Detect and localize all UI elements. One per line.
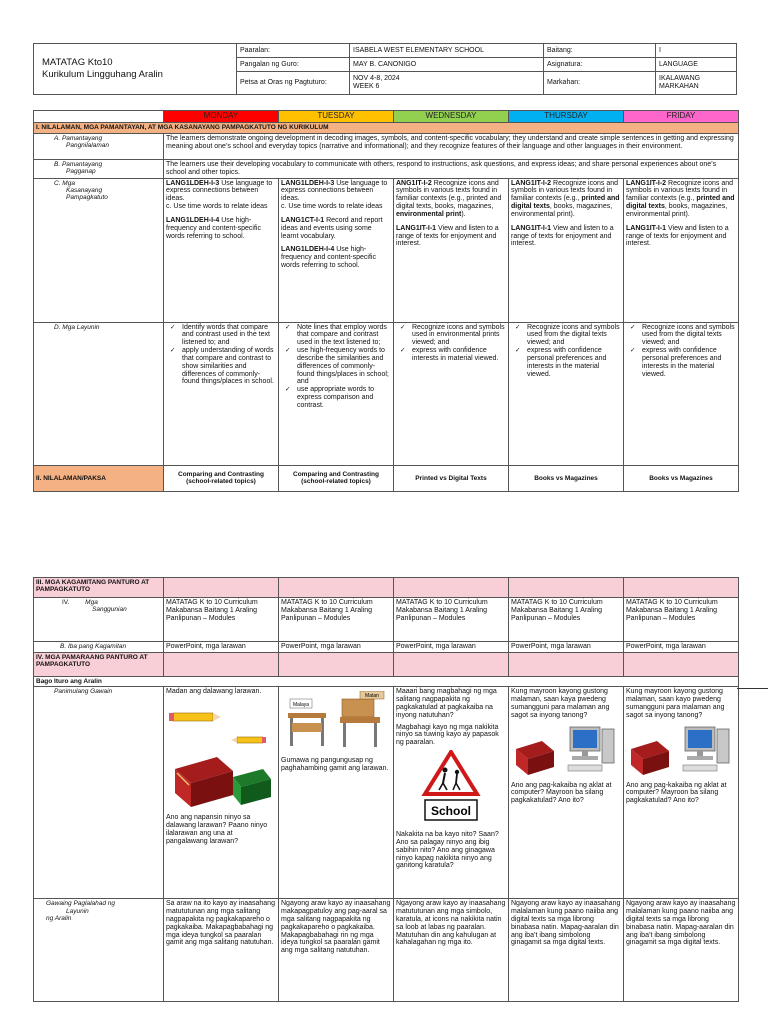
svg-text:Matan: Matan bbox=[365, 693, 379, 700]
pencils-books-image bbox=[167, 699, 275, 811]
sanggunian-label: IV. Mga Sanggunian bbox=[34, 598, 164, 642]
baitang-label: Baitang: bbox=[544, 44, 656, 58]
kasanayang-monday: LANG1LDEH-I-3 Use language to express connections between ideas. c. Use time words to relate ideas LANG1LDEH-I-4 Use high-frequency and content-specific words referring to school. bbox=[164, 178, 279, 322]
kagamitan-friday: PowerPoint, mga larawan bbox=[624, 642, 739, 653]
computer-icon bbox=[683, 727, 729, 771]
day-header-monday: MONDAY bbox=[164, 111, 279, 123]
bago-ituro-label: Bago Ituro ang Aralin bbox=[34, 677, 739, 687]
layunin-label: D. Mga Layunin bbox=[34, 322, 164, 465]
pamantayang-pangnilalaman-text: The learners demonstrate ongoing development in decoding images, symbols, and content-specific vocabulary; they understand and create simple sentences in getting and expressing meaning about one’s school and everyday topics (narrative and informational); and they recognize features of their language and other languages in their environment. bbox=[164, 134, 739, 160]
gawaing-friday: Ngayong araw kayo ay inaasahang malalaman kung paano naiiba ang digital texts sa mga librong binabasa natin. Mapag-aaralan din ang iba’t ibang simbolong ginagamit sa mga digital texts. bbox=[624, 899, 739, 1002]
markahan-label: Markahan: bbox=[544, 72, 656, 95]
sanggunian-thursday: MATATAG K to 10 Curriculum Makabansa Baitang 1 Araling Panlipunan – Modules bbox=[509, 598, 624, 642]
book-icon bbox=[175, 757, 233, 807]
pamantayang-pagganap-text: The learners use their developing vocabulary to communicate with others, respond to instructions, ask questions, and express ideas; and share personal experiences about one’s school and other topics. bbox=[164, 160, 739, 179]
svg-text:Malaya: Malaya bbox=[292, 702, 310, 709]
svg-text:School: School bbox=[430, 804, 472, 819]
sanggunian-friday: MATATAG K to 10 Curriculum Makabansa Baitang 1 Araling Panlipunan – Modules bbox=[624, 598, 739, 642]
chair-icon bbox=[340, 699, 380, 747]
sanggunian-monday: MATATAG K to 10 Curriculum Makabansa Baitang 1 Araling Panlipunan – Modules bbox=[164, 598, 279, 642]
gawaing-paglalahad-label: Gawaing Paglalahad ng Layunin ng Aralin bbox=[34, 899, 164, 1002]
panimula-thursday: Kung mayroon kayong gustong malaman, saan kaya pwedeng sumangguni para malaman ang sagot sa inyong tanong? Ano ang pag-kakaiba ng aklat at computer? Mayroon ba silang pagkakatulad? Ano ito? bbox=[509, 687, 624, 899]
topic-tuesday: Comparing and Contrasting (school-related topics) bbox=[279, 465, 394, 491]
book-icon bbox=[233, 769, 271, 805]
corner-cell bbox=[34, 111, 164, 123]
paaralan-label: Paaralan: bbox=[237, 44, 350, 58]
kasanayang-thursday: LANG1IT-I-2 Recognize icons and symbols in various texts found in familiar contexts (e.g., printed and digital texts, books, magazines, environmental print). LANG1IT-I-1 View and listen to a range of texts for enjoyment and interest. bbox=[509, 178, 624, 322]
kagamitan-tuesday: PowerPoint, mga larawan bbox=[279, 642, 394, 653]
gawaing-wednesday: Ngayong araw kayo ay inaasahang matututunan ang mga simbolo, karatula, at icons na nakikita natin sa loob at labas ng paaralan. Matutuhan din ang kahulugan at kahalagahan ng mga ito. bbox=[394, 899, 509, 1002]
book-icon bbox=[631, 741, 669, 775]
book-computer-image bbox=[627, 723, 735, 779]
section2-title: II. NILALAMAN/PAKSA bbox=[34, 465, 164, 491]
day-header-friday: FRIDAY bbox=[624, 111, 739, 123]
topic-wednesday: Printed vs Digital Texts bbox=[394, 465, 509, 491]
section4-title: IV. MGA PAMARAANG PANTURO AT PAMPAGKATUTO bbox=[34, 653, 164, 677]
warning-sign-icon bbox=[425, 752, 477, 794]
layunin-thursday: ✓ Recognize icons and symbols used from the digital texts viewed; and ✓ express with confidence personal preferences and interests in the material viewed. bbox=[509, 322, 624, 465]
gawaing-tuesday: Ngayong araw kayo ay inaasahang makapagpatuloy ang pag-aaral sa mga salitang nagpapakita ng pagkakapareho o pagkakaiba. Makapagbabahagi rin ng mga ideya tungkol sa paaralan gamit ang mga salitang natutuhan. bbox=[279, 899, 394, 1002]
kasanayang-friday: LANG1IT-I-2 Recognize icons and symbols in various texts found in familiar contexts (e.g., printed and digital texts, books, magazines, environmental print). LANG1IT-I-1 View and listen to a range of texts for enjoyment and interest. bbox=[624, 178, 739, 322]
header-title: MATATAG Kto10 Kurikulum Lingguhang Aralin bbox=[34, 44, 237, 95]
lesson-header bbox=[33, 43, 737, 95]
day-header-wednesday: WEDNESDAY bbox=[394, 111, 509, 123]
book-computer-image bbox=[512, 723, 620, 779]
asignatura-value: LANGUAGE bbox=[656, 58, 737, 72]
panimulang-gawain-label: Panimulang Gawain bbox=[34, 687, 164, 899]
lesson-plan-table bbox=[33, 110, 739, 492]
school-crossing-sign-image bbox=[421, 750, 481, 828]
markahan-value: IKALAWANG MARKAHAN bbox=[656, 72, 737, 95]
lesson-plan-table-continued bbox=[33, 577, 739, 1002]
guro-value: MAY B. CANONIGO bbox=[350, 58, 544, 72]
book-icon bbox=[516, 741, 554, 775]
pamantayang-pagganap-label: B. Pamantayang Pagganap bbox=[34, 160, 164, 179]
topic-thursday: Books vs Magazines bbox=[509, 465, 624, 491]
day-header-thursday: THURSDAY bbox=[509, 111, 624, 123]
sanggunian-tuesday: MATATAG K to 10 Curriculum Makabansa Baitang 1 Araling Panlipunan – Modules bbox=[279, 598, 394, 642]
iba-pang-kagamitan-label: B. Iba pang Kagamitan bbox=[34, 642, 164, 653]
gawaing-thursday: Ngayong araw kayo ay inaasahang malalaman kung paano naiiba ang digital texts sa mga librong binabasa natin. Mapag-aaralan din ang iba’t ibang simbolong ginagamit sa mga digital texts. bbox=[509, 899, 624, 1002]
pamantayang-pangnilalaman-label: A. Pamantayang Pangnilalaman bbox=[34, 134, 164, 160]
divider-line bbox=[737, 688, 768, 689]
paaralan-value: ISABELA WEST ELEMENTARY SCHOOL bbox=[350, 44, 544, 58]
petsa-label: Petsa at Oras ng Pagtuturo: bbox=[237, 72, 350, 95]
asignatura-label: Asignatura: bbox=[544, 58, 656, 72]
kasanayang-label: C. Mga Kasanayang Pampagkatuto bbox=[34, 178, 164, 322]
panimula-monday: Madan ang dalawang larawan. Ano ang napansin ninyo sa dalawang larawan? Paano ninyo ilalarawan ang una at pangalawang larawan? bbox=[164, 687, 279, 899]
panimula-wednesday: Maaari bang magbahagi ng mga salitang nagpapakita ng pagkakatulad at pagkakaiba na inyong natutuhan? Magbahagi kayo ng mga nakikita ninyo sa tuwing kayo ay papasok ng paaralan. School Nakakita na ba kayo nito? Saan? Ano sa palagay ninyo ang ibig sabihin nito? Ano ang ginagawa ninyo kapag nakikita ninyo ang ganitong karatula? bbox=[394, 687, 509, 899]
topic-friday: Books vs Magazines bbox=[624, 465, 739, 491]
kasanayang-tuesday: LANG1LDEH-I-3 Use language to express connections between ideas. c. Use time words to relate ideas LANG1CT-I-1 Record and report ideas and events using some learnt vocabulary. LANG1LDEH-I-4 Use high-frequency and content-specific words referring to school. bbox=[279, 178, 394, 322]
desk-icon bbox=[288, 713, 326, 746]
section3-title: III. MGA KAGAMITANG PANTURO AT PAMPAGKATUTO bbox=[34, 578, 164, 598]
section1-title: I. NILALAMAN, MGA PAMANTAYAN, AT MGA KASANAYANG PAMPAGKATUTO NG KURIKULUM bbox=[34, 123, 739, 134]
kagamitan-thursday: PowerPoint, mga larawan bbox=[509, 642, 624, 653]
panimula-friday: Kung mayroon kayong gustong malaman, saan kayo pwedeng sumangguni para malaman ang sagot sa inyong tanong? Ano ang pag-kakaiba ng aklat at computer? Mayroon ba silang pagkakatulad? Ano ito? bbox=[624, 687, 739, 899]
sanggunian-wednesday: MATATAG K to 10 Curriculum Makabansa Baitang 1 Araling Panlipunan – Modules bbox=[394, 598, 509, 642]
kasanayang-wednesday: ANG1IT-I-2 Recognize icons and symbols in various texts found in familiar contexts (e.g., printed and digital texts, books, magazines, environmental print). LANG1IT-I-1 View and listen to a range of texts for enjoyment and interest. bbox=[394, 178, 509, 322]
school-desk-chair-image bbox=[282, 691, 390, 753]
panimula-tuesday: Malaya Matan Gumawa ng pangungusap ng paghahambing gamit ang larawan. bbox=[279, 687, 394, 899]
layunin-monday: ✓ Identify words that compare and contrast used in the text listened to; and ✓ apply understanding of words that compare and contrast to show similarities and differences of commonly-found things/places in school. bbox=[164, 322, 279, 465]
layunin-tuesday: ✓ Note lines that employ words that compare and contrast used in the text listened to; ✓ use high-frequency words to describe the similarities and differences of commonly-found things/places in school; and ✓ use appropriate words to express comparison and contrast. bbox=[279, 322, 394, 465]
layunin-friday: ✓ Recognize icons and symbols used from the digital texts viewed; and ✓ express with confidence personal preferences and interests in the material viewed. bbox=[624, 322, 739, 465]
pencil-icon bbox=[231, 737, 266, 743]
kagamitan-monday: PowerPoint, mga larawan bbox=[164, 642, 279, 653]
guro-label: Pangalan ng Guro: bbox=[237, 58, 350, 72]
computer-icon bbox=[568, 727, 614, 771]
petsa-value: NOV 4-8, 2024 WEEK 6 bbox=[350, 72, 544, 95]
pencil-icon bbox=[169, 713, 221, 721]
kagamitan-wednesday: PowerPoint, mga larawan bbox=[394, 642, 509, 653]
layunin-wednesday: ✓ Recognize icons and symbols used in environmental prints viewed; and ✓ express with confidence interests in material viewed. bbox=[394, 322, 509, 465]
baitang-value: I bbox=[656, 44, 737, 58]
gawaing-monday: Sa araw na ito kayo ay inaasahang matututunan ang mga salitang nagpapakita ng pagkakapareho o pagkakaiba. Makapagbabahagi ng mga ideya tungkol sa paaralan gamit ang mga salitang natutuhan. bbox=[164, 899, 279, 1002]
day-header-tuesday: TUESDAY bbox=[279, 111, 394, 123]
topic-monday: Comparing and Contrasting (school-related topics) bbox=[164, 465, 279, 491]
